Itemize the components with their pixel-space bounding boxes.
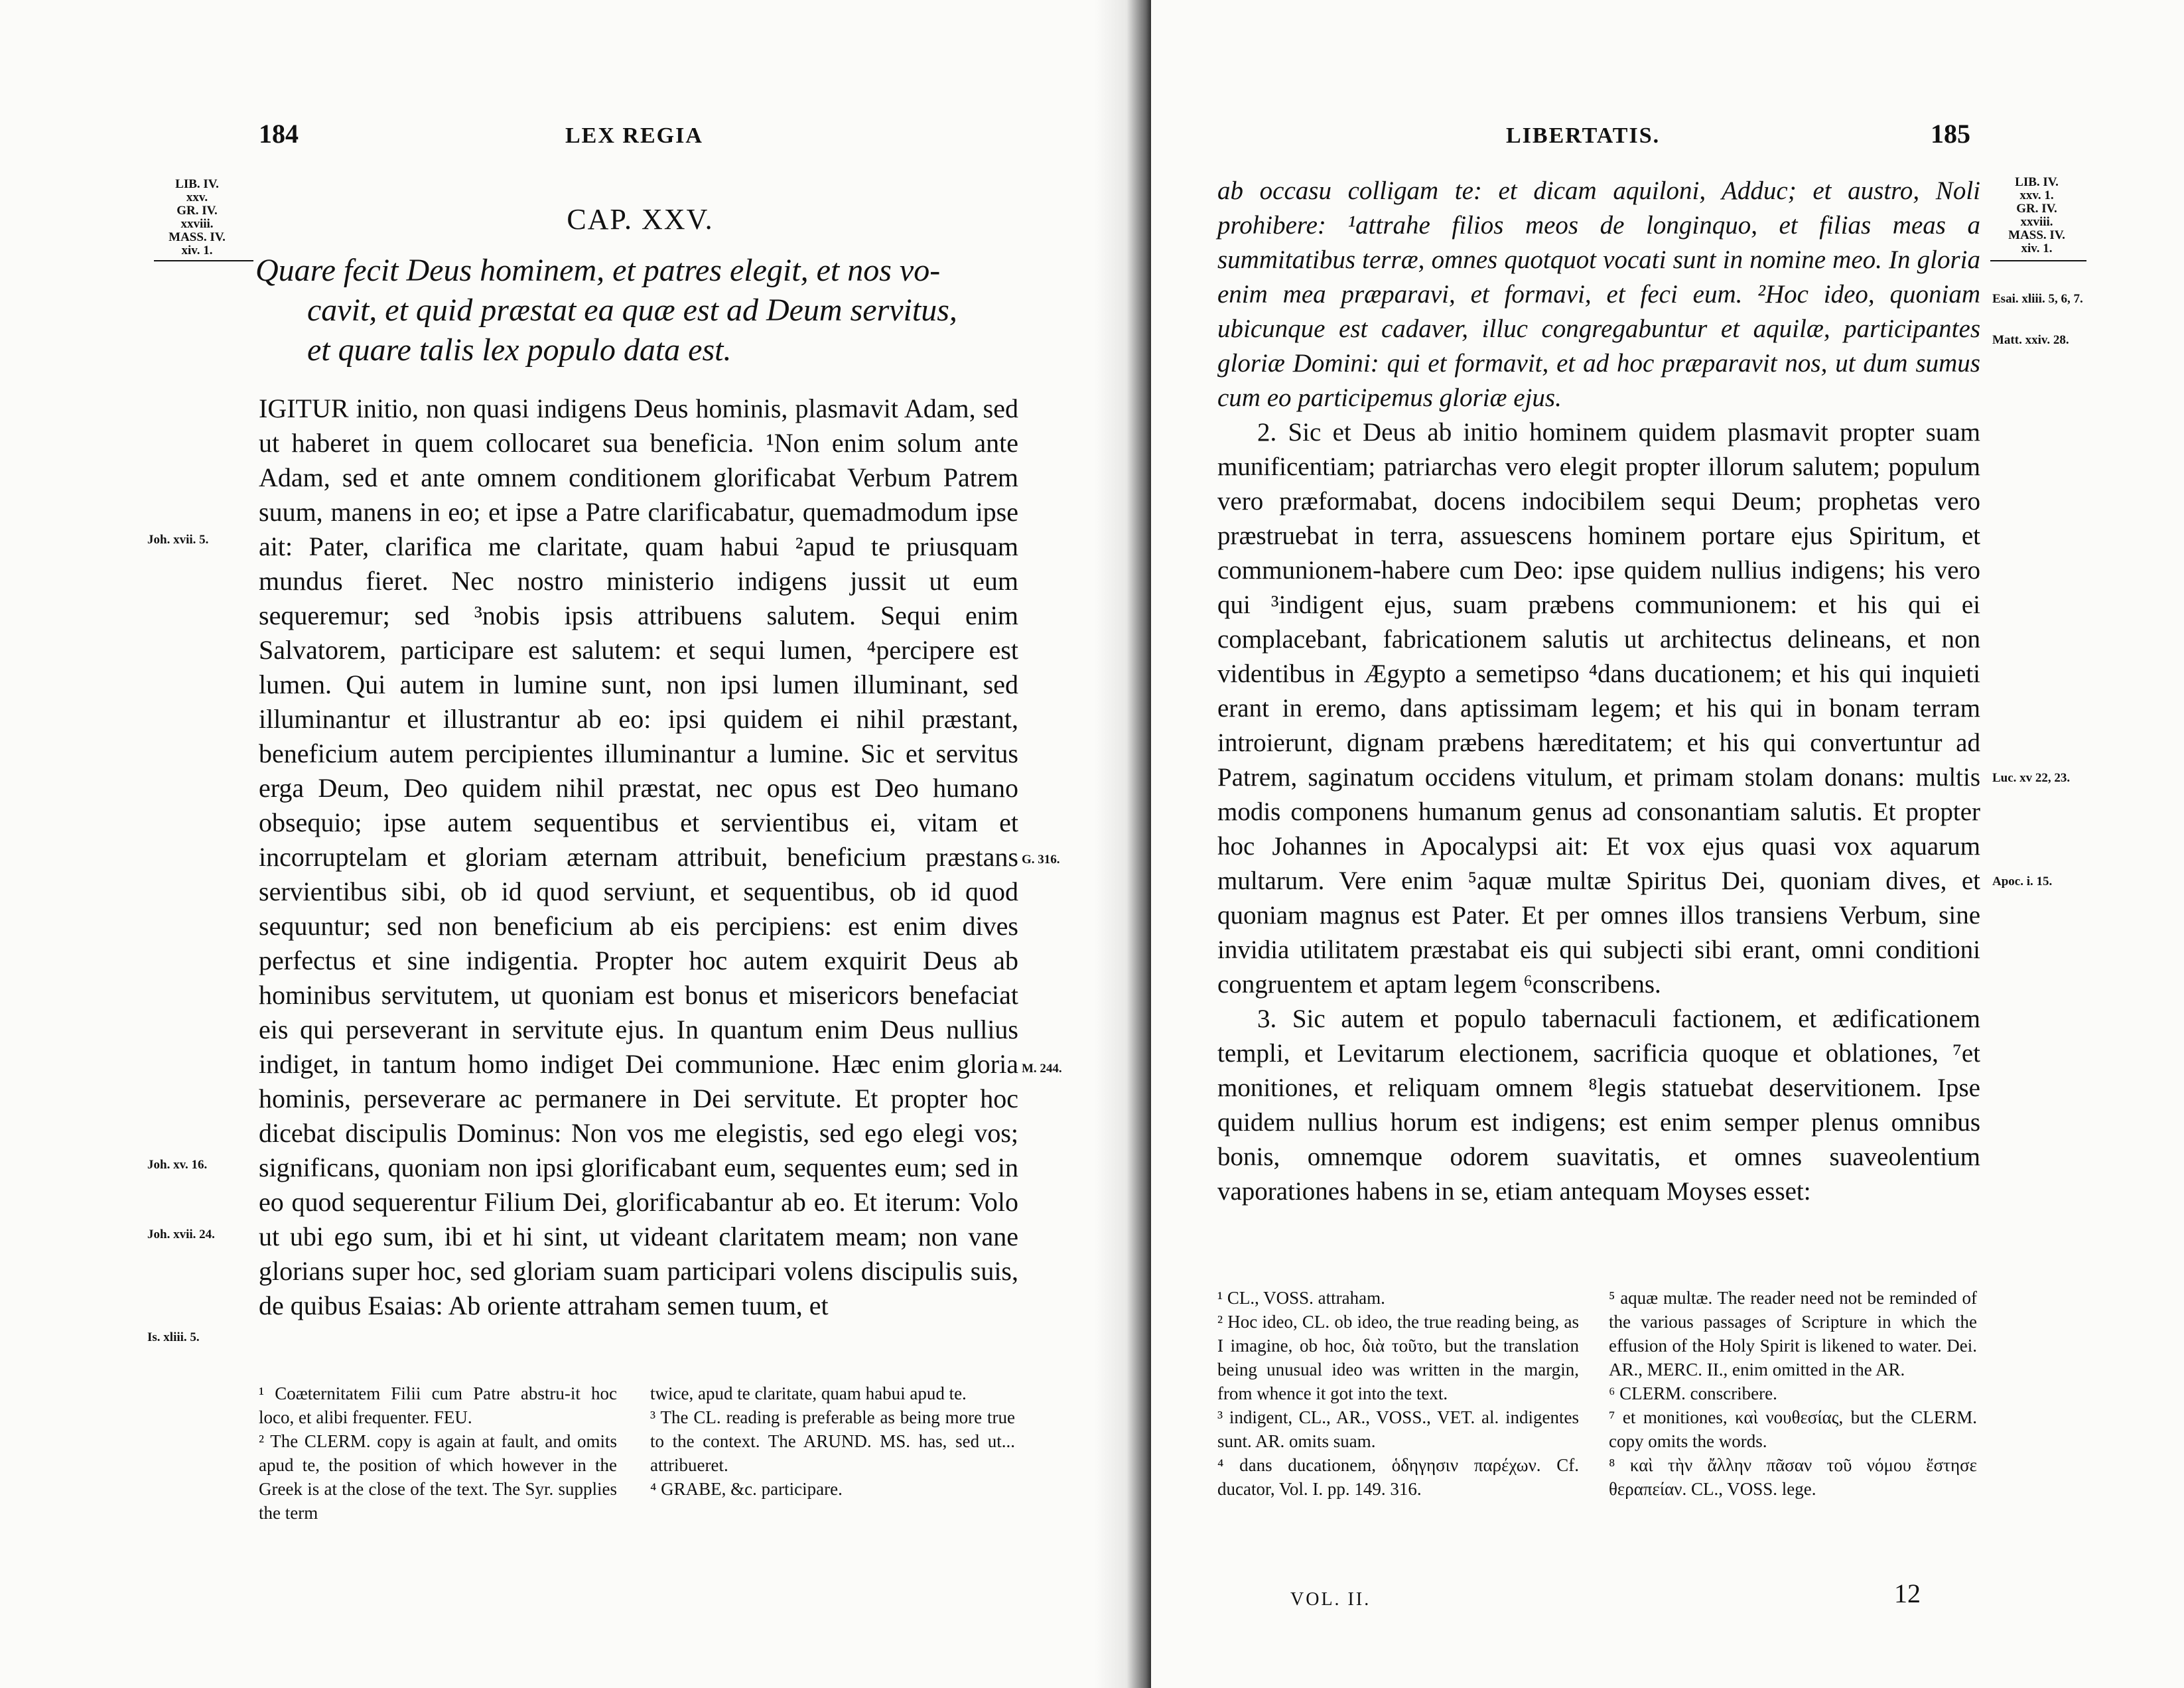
margin-rule [154,260,253,261]
body-text [1217,174,1980,1209]
footnote: ² Hoc ideo, CL. ob ideo, the true reading being, as I imagine, ob hoc, διὰ τοῦτο, but the translation being unusual ideo was written in the margin, from whence it got into the text. [1217,1312,1579,1403]
footnote: ³ The CL. reading is preferable as being more true to the context. The ARUND. MS. has, sed ut... attribueret. [650,1407,1015,1475]
footnote: ⁷ et monitiones, καὶ νουθεσίας, but the CLERM. copy omits the words. [1609,1407,1977,1451]
footnote: twice, apud te claritate, quam habui apud te. [650,1383,967,1403]
side-note-m-244: M. 244. [1022,1062,1062,1076]
margin-reference: LIB. IV. xxv. 1. GR. IV. xxviii. MASS. IV. xiv. 1. [2008,175,2065,255]
page-number: 185 [1931,119,1970,149]
side-note-is-xliii-5: Is. xliii. 5. [147,1330,200,1344]
running-head: LEX REGIA [565,123,703,148]
body-text: IGITUR initio, non quasi indigens Deus hominis, plasmavit Adam, sed ut haberet in quem collocaret sua beneficia. ¹Non enim solum ante Adam, sed et ante omnem conditionem glorificabat Verbum Patrem suum, manens in eo; et ipse a Patre clarificabatur, quemadmodum ipse ait: Pater, clarifica me claritate, quam habui ²apud te priusquam mundus fieret. Nec nostro ministerio indigens jussit ut eum sequeremur; sed ³nobis ipsis attribuens salutem. Sequi enim Salvatorem, participare est salutem: et sequi lumen, ⁴percipere est lumen. Qui autem in lumine sunt, non ipsi lumen illuminant, sed illuminantur et illustrantur ab eo: ipsi quidem ei nihil præstant, beneficium autem percipientes illuminantur a lumine. Sic et servitus erga Deum, Deo quidem nihil præstat, nec opus est Deo humano obsequio; ipse autem sequentibus et servientibus ei, vitam et incorruptelam et gloriam æternam attribuit, beneficium præstans servientibus sibi, ob id quod serviunt, et sequentibus, ob id quod sequuntur; sed non beneficium ab eis percipiens: est enim dives perfectus et sine indigentia. Propter hoc autem exquirit Deus ab hominibus servitutem, ut quoniam est bonus et misericors benefaciat eis qui perseverant in servitute ejus. In quantum enim Deus nullius indiget, in tantum homo indiget Dei communione. Hæc enim gloria hominis, perseverare ac permanere in Dei servitute. Et propter hoc dicebat discipulis Dominus: Non vos me elegistis, sed ego elegi vos; significans, quoniam non ipsi glorificabant eum, sequentes eum; sed in eo quod sequerentur Filium Dei, glorificabantur ab eo. Et iterum: Volo ut ubi ego sum, ibi et hi sint, ut videant claritatem meam; non vane glorians super hoc, sed gloriam suam participari volens discipulis suis, de quibus Esaias: Ab oriente attraham semen tuum, et [259,393,1018,1320]
footnote: ¹ CL., VOSS. attraham. [1217,1288,1385,1308]
margin-rule [1990,260,2086,261]
footnotes-column-1 [1217,1286,1579,1501]
chapter-heading: CAP. XXV. [567,203,714,236]
side-note-g-316: G. 316. [1022,853,1060,867]
paragraph-3: 3. Sic autem et populo tabernaculi factionem, et ædificationem templi, et Levitarum electionem, sacrificia quoque et oblationes, ⁷et monitiones, et reliquam omnem ⁸legis statuebat deservitionem. Ipse quidem nullius horum est indigens; est enim semper plenus omnibus bonis, omnemque odorem suavitatis, et omnes suaveolentium vaporationes habens in se, etiam antequam Moyses esset: [1217,1005,1980,1206]
side-note-matt: Matt. xxiv. 28. [1992,333,2069,347]
running-head: LIBERTATIS. [1506,123,1661,148]
footnotes-column-2 [650,1381,1015,1501]
margin-reference: LIB. IV. xxv. GR. IV. xxviii. MASS. IV. xiv. 1. [169,177,226,257]
side-note-joh-xvii-5: Joh. xvii. 5. [147,533,209,547]
side-note-joh-xvii-24: Joh. xvii. 24. [147,1228,215,1241]
footnote: ⁵ aquæ multæ. The reader need not be reminded of the various passages of Scripture in which the effusion of the Holy Spirit is likened to water. Dei. AR., MERC. II., enim omitted in the AR. [1609,1288,1977,1379]
side-note-luc: Luc. xv 22, 23. [1992,771,2071,785]
footnote: ¹ Coæternitatem Filii cum Patre abstru-it hoc loco, et alibi frequenter. FEU. [259,1383,617,1427]
chapter-title: Quare fecit Deus hominem, et patres elegit, et nos vo- cavit, et quid præstat ea quæ est ad Deum servitus, et quare talis lex populo data est. [255,253,957,368]
footnote: ⁶ CLERM. conscribere. [1609,1383,1777,1403]
side-note-joh-xv-16: Joh. xv. 16. [147,1158,208,1172]
paragraph-2: 2. Sic et Deus ab initio hominem quidem plasmavit propter suam munificentiam; patriarchas vero elegit propter illorum salutem; populum vero præformabat, docens indocibilem sequi Deum; prophetas vero præstruebat in terra, assuescens hominem portare ejus Spiritum, et communionem-habere cum Deo: ipse quidem nullius indigens; his vero qui ³indigent ejus, suam præbens communionem: et his qui ei complacebant, fabricationem salutis ut architectus delineans, et non videntibus in Ægypto a semetipso ⁴dans ducationem; et his qui inquieti erant in eremo, dans aptissimam legem; et his qui in bonam terram introierunt, dignam præbens hæreditatem; et his qui convertuntur ad Patrem, saginatum occidens vitulum, et primam stolam donans: multis modis componens humanum genus ad consonantiam salutis. Et propter hoc Johannes in Apocalypsi ait: Et vox ejus quasi vox aquarum multarum. Vere enim ⁵aquæ multæ Spiritus Dei, quoniam dives, et quoniam magnus est Pater. Et per omnes illos transiens Verbum, sine invidia utilitatem præstabat eis qui subjecti sibi erant, omni conditioni congruentem et aptam legem ⁶conscribens. [1217,418,1980,999]
side-note-esai: Esai. xliii. 5, 6, 7. [1992,292,2083,306]
footnote: ⁸ καὶ τὴν ἄλλην πᾶσαν τοῦ νόμου ἔστησε θεραπείαν. CL., VOSS. lege. [1609,1455,1977,1499]
footnote: ⁴ dans ducationem, ὁδηγησιν παρέχων. Cf. ducator, Vol. I. pp. 149. 316. [1217,1455,1579,1499]
footnotes-column-2 [1609,1286,1977,1501]
side-note-apoc: Apoc. i. 15. [1992,875,2053,888]
footnote: ⁴ GRABE, &c. participare. [650,1479,843,1499]
signature-mark: 12 [1894,1579,1921,1608]
footnotes-column-1 [259,1381,617,1525]
footnote: ³ indigent, CL., AR., VOSS., VET. al. indigentes sunt. AR. omits suam. [1217,1407,1579,1451]
paragraph-1: ab occasu colligam te: et dicam aquiloni, Adduc; et austro, Noli prohibere: ¹attrahe filios meos de longinquo, et filias meas a summitatibus terræ, omnes quotquot vocati sunt in nomine meo. In gloria enim mea præparavi, et formavi, et feci eum. ²Hoc ideo, quoniam ubicunque est cadaver, illuc congregabuntur et aquilæ, participantes gloriæ Domini: qui et formavit, et ad hoc præparavit nos, ut dum sumus cum eo participemus gloriæ ejus. [1217,176,1980,412]
page-number: 184 [259,119,299,149]
volume-label: VOL. II. [1290,1589,1371,1610]
right-page [1151,0,2184,1688]
footnote: ² The CLERM. copy is again at fault, and omits apud te, the position of which however in the Greek is at the close of the text. The Syr. supplies the term [259,1431,617,1523]
